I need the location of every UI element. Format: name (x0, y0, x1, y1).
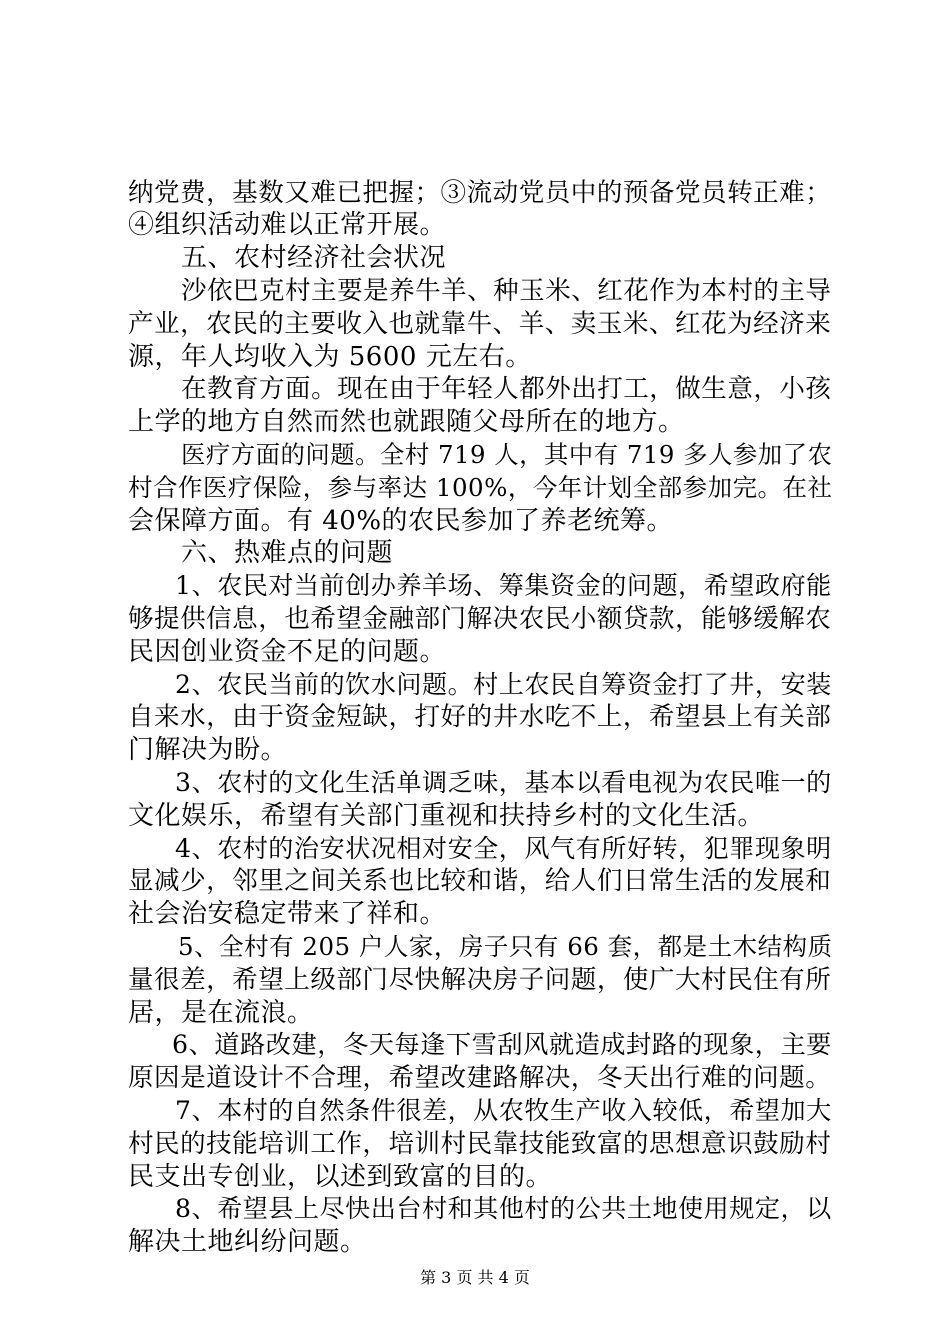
text-line: 够提供信息，也希望金融部门解决农民小额贷款，能够缓解农 (128, 604, 832, 634)
text-line: 显减少，邻里之间关系也比较和谐，给人们日常生活的发展和 (128, 866, 832, 896)
text-line: 门解决为盼。 (128, 735, 288, 765)
text-line: 5、全村有 205 户人家，房子只有 66 套，都是土木结构质 (178, 932, 833, 961)
text-line: 产业，农民的主要收入也就靠牛、羊、卖玉米、红花为经济来 (128, 309, 832, 339)
text-line: 在教育方面。现在由于年轻人都外出打工，做生意，小孩 (181, 374, 832, 404)
text-line: 量很差，希望上级部门尽快解决房子问题，使广大村民住有所 (128, 965, 832, 995)
text-line: 4、农村的治安状况相对安全，风气有所好转，犯罪现象明 (175, 834, 832, 863)
page-footer: 第 3 页 共 4 页 (420, 1268, 530, 1287)
text-line: 民支出专创业，以述到致富的目的。 (128, 1162, 553, 1192)
text-line: 1、农民对当前创办养羊场、筹集资金的问题，希望政府能 (175, 571, 832, 600)
text-line: 纳党费，基数又难已把握；③流动党员中的预备党员转正难； (128, 178, 832, 208)
text-line: 自来水，由于资金短缺，打好的井水吃不上，希望县上有关部 (128, 702, 832, 732)
text-line: 沙依巴克村主要是养牛羊、种玉米、红花作为本村的主导 (181, 276, 832, 306)
text-line: 8、希望县上尽快出台村和其他村的公共土地使用规定，以 (175, 1194, 832, 1223)
text-line: 文化娱乐，希望有关部门重视和扶持乡村的文化生活。 (128, 801, 765, 831)
section-heading: 六、热难点的问题 (181, 538, 394, 568)
text-line: 会保障方面。有 40%的农民参加了养老统筹。 (128, 506, 674, 536)
text-line: 原因是道设计不合理，希望改建路解决，冬天出行难的问题。 (128, 1063, 832, 1093)
section-heading: 五、农村经济社会状况 (181, 243, 447, 273)
text-line: 医疗方面的问题。全村 719 人，其中有 719 多人参加了农 (181, 440, 833, 469)
text-line: 2、农民当前的饮水问题。村上农民自筹资金打了井，安装 (175, 670, 832, 699)
text-line: 村合作医疗保险，参与率达 100%，今年计划全部参加完。在社 (128, 473, 833, 502)
text-line: 解决土地纠纷问题。 (128, 1227, 367, 1257)
text-line: 7、本村的自然条件很差，从农牧生产收入较低，希望加大 (175, 1096, 832, 1125)
text-line: 村民的技能培训工作，培训村民靠技能致富的思想意识鼓励村 (128, 1129, 832, 1159)
text-line: 源，年人均收入为 5600 元左右。 (128, 342, 532, 372)
text-line: 居，是在流浪。 (128, 998, 314, 1028)
text-line: 社会治安稳定带来了祥和。 (128, 899, 447, 929)
text-line: 3、农村的文化生活单调乏味，基本以看电视为农民唯一的 (175, 768, 832, 797)
text-line: 上学的地方自然而然也就跟随父母所在的地方。 (128, 407, 685, 437)
text-line: 民因创业资金不足的问题。 (128, 637, 447, 667)
text-line: ④组织活动难以正常开展。 (128, 210, 447, 240)
text-line: 6、道路改建，冬天每逢下雪刮风就造成封路的现象，主要 (172, 1030, 832, 1059)
